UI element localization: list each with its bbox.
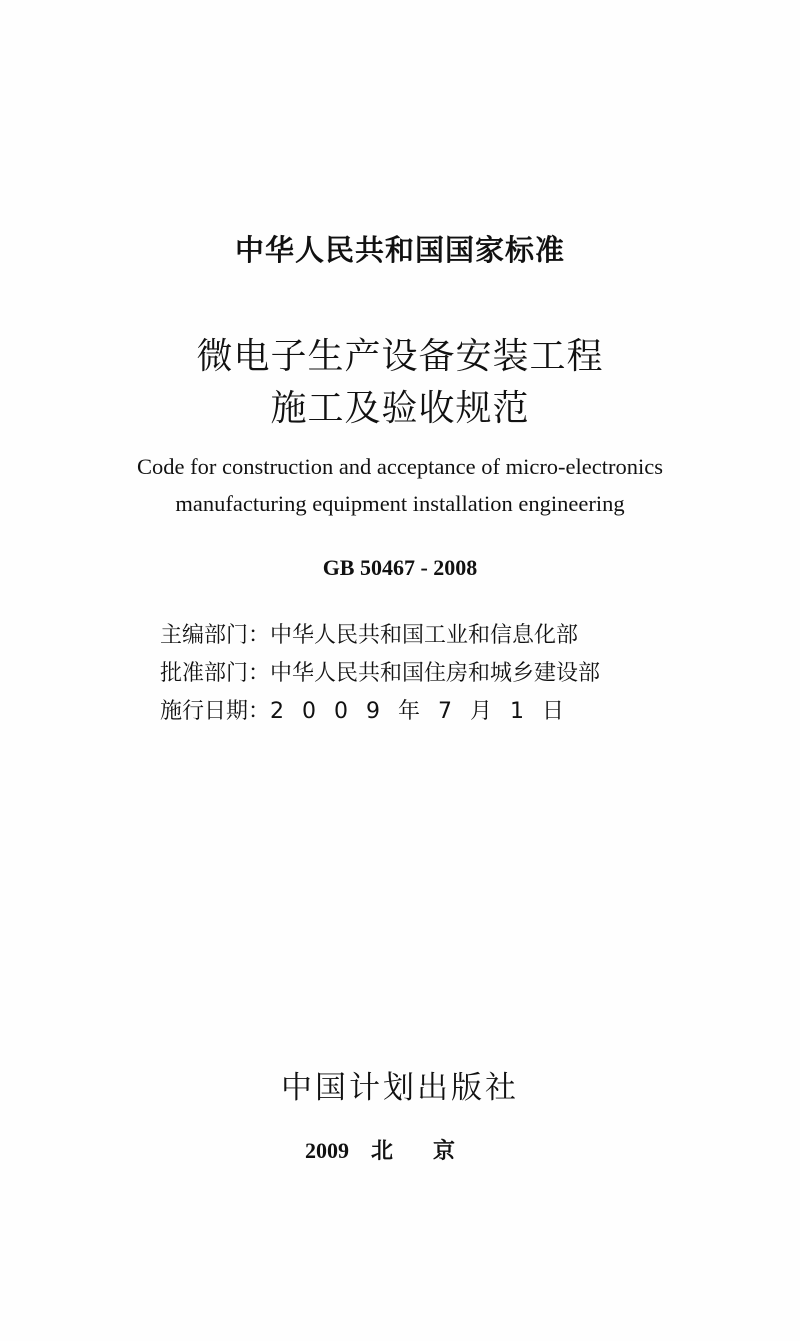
title-cn-line-1: 微电子生产设备安装工程	[196, 336, 604, 377]
national-standard-heading: 中华人民共和国国家标准	[234, 233, 565, 267]
year-city-line	[0, 1134, 800, 1165]
approver-label: 批准部门：	[160, 661, 271, 686]
title-en-line-1: Code for construction and acceptance of micro-electronics	[136, 454, 663, 479]
date-value: 2009年7月1日	[270, 699, 582, 724]
approver-value: 中华人民共和国住房和城乡建设部	[270, 661, 601, 686]
title-en-line-2: manufacturing equipment installation engineering	[175, 491, 625, 516]
meta-row-date	[160, 693, 600, 731]
standard-code-number: GB 50467 - 2008	[322, 555, 478, 580]
publisher-name: 中国计划出版社	[281, 1070, 519, 1106]
title-cn-line-2: 施工及验收规范	[270, 388, 530, 429]
meta-block	[160, 617, 600, 731]
publication-year: 2009	[304, 1138, 349, 1163]
editor-value: 中华人民共和国工业和信息化部	[270, 623, 579, 648]
publication-city: 北京	[370, 1139, 495, 1164]
meta-row-editor	[160, 617, 600, 655]
meta-row-approver	[160, 655, 600, 693]
editor-label: 主编部门：	[160, 623, 271, 648]
date-label: 施行日期：	[160, 699, 271, 724]
